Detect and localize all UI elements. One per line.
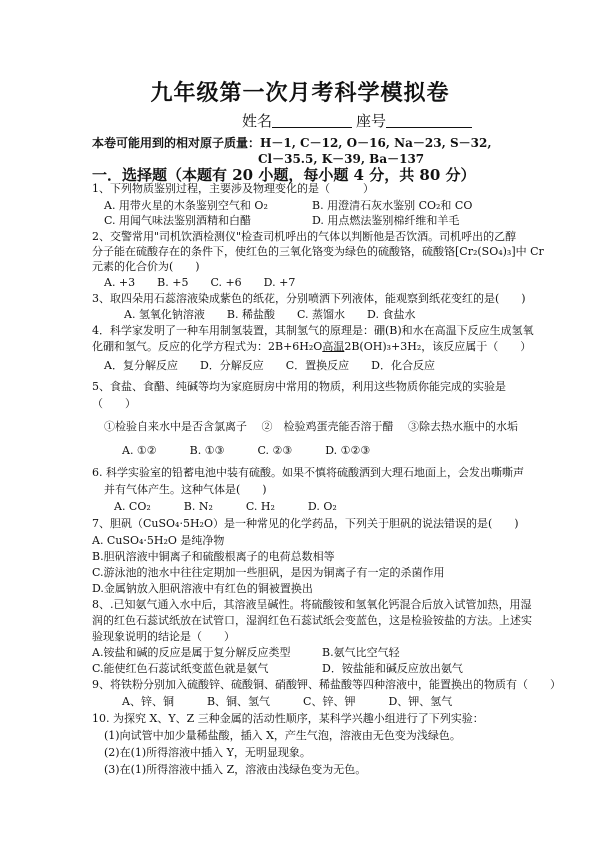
section-title: 一．选择题（本题有 20 小题，每小题 4 分，共 80 分） [92,166,476,184]
atomic-mass-line-1: 本卷可能用到的相对原子质量：H－1, C－12, O－16, Na－23, S－32, [92,136,492,150]
q8-line-1: 8、.已知氨气通入水中后，其溶液呈碱性。将硫酸铵和氢氧化钙混合后放入试管加热，用湿 [92,598,532,611]
q8-line-3: 验现象说明的结论是（ ） [92,630,235,643]
q6-line-2: 并有气体产生。这种气体是( ) [104,483,267,496]
q1-option-d: D. 用点燃法鉴别棉纤维和羊毛 [312,214,460,227]
q7-option-c: C.游泳池的池水中往往定期加一些胆矾，是因为铜离子有一定的杀菌作用 [92,566,445,579]
q4-options: A．复分解反应 D．分解反应 C．置换反应 D．化合反应 [104,359,435,372]
q1-stem: 1、下列物质鉴别过程，主要涉及物理变化的是（ ） [92,182,374,195]
q4-condition: 高温 [322,340,345,353]
q6-line-1: 6. 科学实验室的铅蓄电池中装有硫酸。如果不慎将硫酸洒到大理石地面上，会发出嘶嘶声 [92,466,524,479]
q10-step-2: (2)在(1)所得溶液中插入 Y，无明显现象。 [104,746,311,759]
q1-option-c: C. 用闻气味法鉴别酒精和白醋 [104,214,252,227]
q7-option-d: D.金属钠放入胆矾溶液中有红色的铜被置换出 [92,582,313,595]
q9-stem: 9、将铁粉分别加入硫酸锌、硫酸铜、硝酸钾、稀盐酸等四种溶液中，能置换出的物质有（ ） [92,678,561,691]
q3-options: A. 氢氧化钠溶液 B. 稀盐酸 C. 蒸馏水 D. 食盐水 [124,308,416,321]
page-title: 九年级第一次月考科学模拟卷 [150,80,450,106]
q7-option-b: B.胆矾溶液中铜离子和硫酸根离子的电荷总数相等 [92,550,335,563]
q4-line-1: 4．科学家发明了一种车用制氢装置，其制氢气的原理是：硼(B)和水在高温下反应生成氢氧 [92,324,534,337]
q4-equation-left: 化硼和氢气。反应的化学方程式为：2B+6H₂O [92,340,323,353]
q2-line-2: 分子能在硫酸存在的条件下，使红色的三氧化铬变为绿色的硫酸铬，硫酸铬[Cr₂(SO₄)₃]中 Cr [92,245,544,258]
q5-line-2: （ ） [92,397,136,410]
q10-stem: 10. 为探究 X、Y、Z 三种金属的活动性顺序，某科学兴趣小组进行了下列实验： [92,712,484,725]
name-blank[interactable] [272,113,352,128]
q5-items: ①检验自来水中是否含氯离子 ② 检验鸡蛋壳能否溶于醋 ③除去热水瓶中的水垢 [104,420,518,433]
q7-option-a: A. CuSO₄·5H₂O 是纯净物 [92,534,225,547]
q2-options: A. +3 B. +5 C. +6 D. +7 [104,276,296,289]
q8-option-c: C.能使红色石蕊试纸变蓝色就是氨气 [92,662,269,675]
q10-step-1: (1)向试管中加少量稀盐酸，插入 X，产生气泡，溶液由无色变为浅绿色。 [104,729,461,742]
q5-options: A. ①② B. ①③ C. ②③ D. ①②③ [122,444,371,457]
name-label: 姓名 [242,112,273,130]
q1-option-a: A. 用带火星的木条鉴别空气和 O₂ [104,199,268,212]
q8-option-a: A.铵盐和碱的反应是属于复分解反应类型 [92,646,291,659]
q5-line-1: 5、食盐、食醋、纯碱等均为家庭厨房中常用的物质，利用这些物质你能完成的实验是 [92,380,506,393]
q10-step-3: (3)在(1)所得溶液中插入 Z，溶液由浅绿色变为无色。 [104,763,367,776]
q2-line-3: 元素的化合价为( ) [92,260,200,273]
q8-option-d: D．铵盐能和碱反应放出氨气 [322,662,463,675]
seat-label: 座号 [356,112,387,130]
seat-blank[interactable] [386,113,472,128]
q9-options: A、锌、铜 B、铜、氢气 C、锌、钾 D、钾、氢气 [122,695,453,708]
q8-option-b: B.氨气比空气轻 [322,646,400,659]
q7-stem: 7、胆矾（CuSO₄·5H₂O）是一种常见的化学药品，下列关于胆矾的说法错误的是( ) [92,517,519,530]
name-seat-row [242,110,472,131]
q4-line-2 [92,340,531,354]
q8-line-2: 润的红色石蕊试纸放在试管口，湿润红色石蕊试纸会变蓝色，这是检验铵盐的方法。上述实 [92,614,532,627]
q2-line-1: 2、交警常用"司机饮酒检测仪"检查司机呼出的气体以判断他是否饮酒。司机呼出的乙醇 [92,230,517,243]
q3-stem: 3、取四朵用石蕊溶液染成紫色的纸花，分别喷洒下列液体，能观察到纸花变红的是( ) [92,292,526,305]
atomic-mass-line-2: Cl－35.5, K－39, Ba－137 [258,152,425,166]
q4-equation-right: 2B(OH)₃+3H₂，该反应属于（ ） [344,340,532,353]
q1-option-b: B. 用澄清石灰水鉴别 CO₂和 CO [312,199,473,212]
q6-options: A. CO₂ B. N₂ C. H₂ D. O₂ [114,500,337,513]
